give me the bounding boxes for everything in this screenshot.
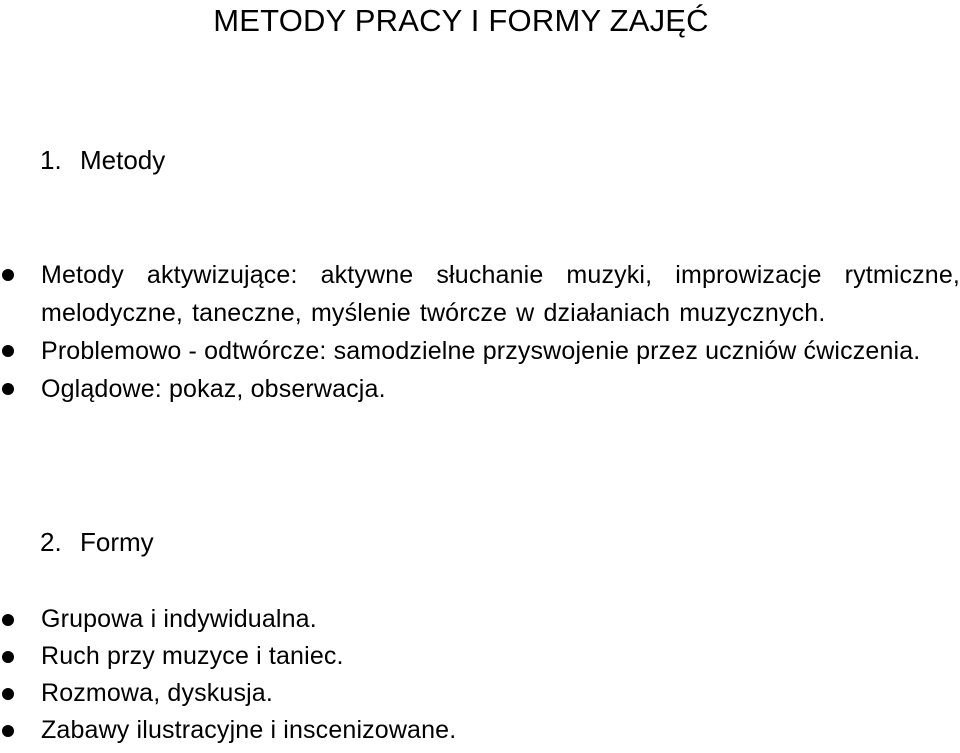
list-item-text: Problemowo - odtwórcze: samodzielne przyswojenie przez uczniów ćwiczenia. (41, 337, 921, 365)
bullet-icon (2, 345, 14, 357)
bullet-icon (2, 725, 14, 737)
section-title: Metody (80, 145, 166, 175)
list-item-text: Grupowa i indywidualna. (41, 605, 317, 633)
list-item (0, 638, 960, 675)
list-item (0, 332, 960, 370)
methods-list (0, 256, 960, 408)
bullet-icon (2, 651, 14, 663)
bullet-icon (2, 614, 14, 626)
section-number: 1. (40, 145, 62, 175)
section-number: 2. (40, 527, 62, 557)
list-item (0, 712, 960, 749)
section-heading-metody (40, 144, 165, 176)
page-title: METODY PRACY I FORMY ZAJĘĆ (213, 3, 709, 38)
list-item (0, 370, 960, 408)
list-item-text: Metody aktywizujące: aktywne słuchanie muzyki, improwizacje rytmiczne, melodyczne, taneczne, myślenie twórcze w działaniach muzycznych. (41, 261, 960, 327)
list-item (0, 256, 960, 332)
section-heading-formy (40, 526, 154, 558)
forms-list (0, 601, 960, 749)
bullet-icon (2, 383, 14, 395)
bullet-icon (2, 269, 14, 281)
list-item-text: Oglądowe: pokaz, obserwacja. (41, 375, 386, 403)
bullet-icon (2, 688, 14, 700)
list-item-text: Rozmowa, dyskusja. (41, 679, 273, 707)
section-title: Formy (80, 527, 154, 557)
list-item-text: Ruch przy muzyce i taniec. (41, 642, 344, 670)
list-item-text: Zabawy ilustracyjne i inscenizowane. (41, 716, 457, 744)
list-item (0, 601, 960, 638)
list-item (0, 675, 960, 712)
